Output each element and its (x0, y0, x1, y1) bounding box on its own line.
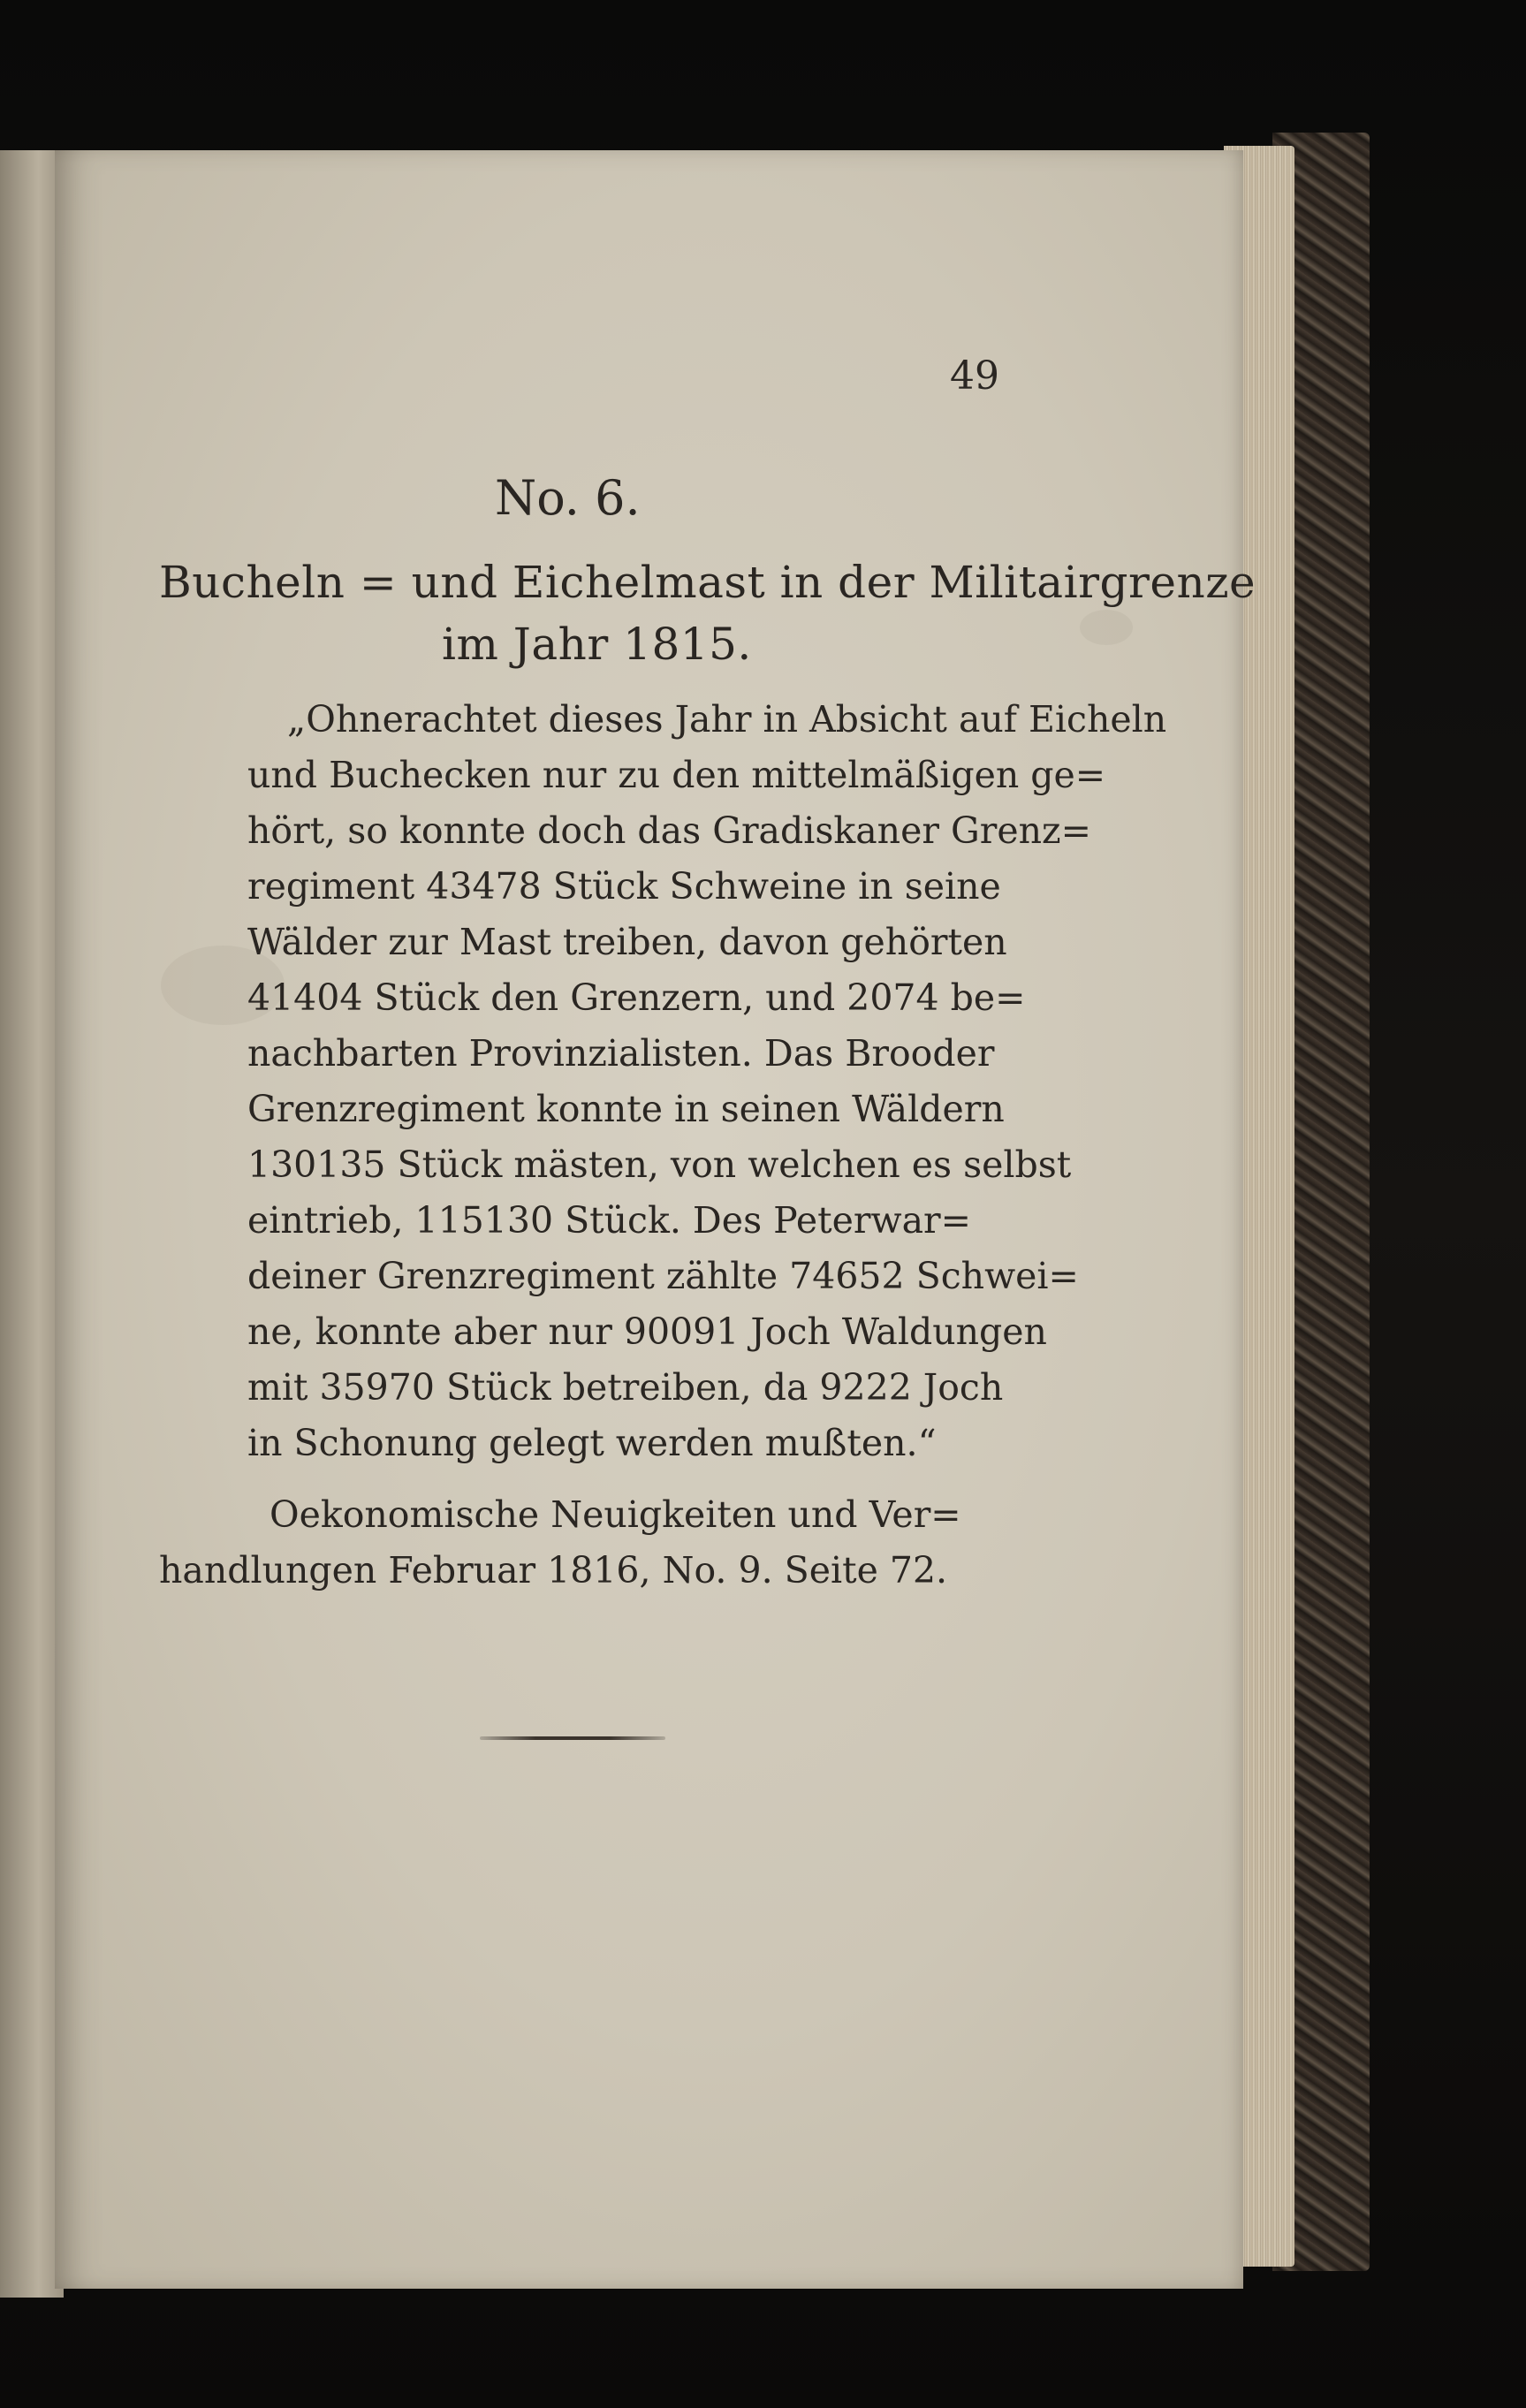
paper-stain (1080, 610, 1133, 645)
body-line: und Buchecken nur zu den mittelmäßigen ge= (247, 754, 1106, 796)
body-line: regiment 43478 Stück Schweine in seine (247, 865, 1001, 908)
section-number: No. 6. (495, 470, 641, 526)
body-line: Wälder zur Mast treiben, davon gehörten (247, 921, 1007, 963)
source-line: Oekonomische Neuigkeiten und Ver= (270, 1493, 961, 1536)
body-line: eintrieb, 115130 Stück. Des Peterwar= (247, 1199, 971, 1242)
body-line: mit 35970 Stück betreiben, da 9222 Joch (247, 1366, 1004, 1409)
body-line: deiner Grenzregiment zählte 74652 Schwei= (247, 1255, 1079, 1297)
title-line: im Jahr 1815. (442, 619, 752, 670)
page-number: 49 (950, 353, 999, 399)
body-line: ne, konnte aber nur 90091 Joch Waldungen (247, 1310, 1047, 1353)
source-line: handlungen Februar 1816, No. 9. Seite 72. (159, 1549, 948, 1591)
title-line: Bucheln = und Eichelmast in der Militairgrenze (159, 557, 1256, 608)
body-line: 41404 Stück den Grenzern, und 2074 be= (247, 976, 1026, 1019)
end-ornament-rule (480, 1736, 665, 1740)
body-line: „Ohnerachtet dieses Jahr in Absicht auf Eicheln (287, 698, 1167, 741)
body-line: Grenzregiment konnte in seinen Wäldern (247, 1088, 1005, 1130)
body-line: in Schonung gelegt werden mußten.“ (247, 1422, 937, 1464)
body-line: hört, so konnte doch das Gradiskaner Grenz= (247, 809, 1091, 852)
body-line: nachbarten Provinzialisten. Das Brooder (247, 1032, 995, 1075)
body-line: 130135 Stück mästen, von welchen es selbst (247, 1143, 1072, 1186)
